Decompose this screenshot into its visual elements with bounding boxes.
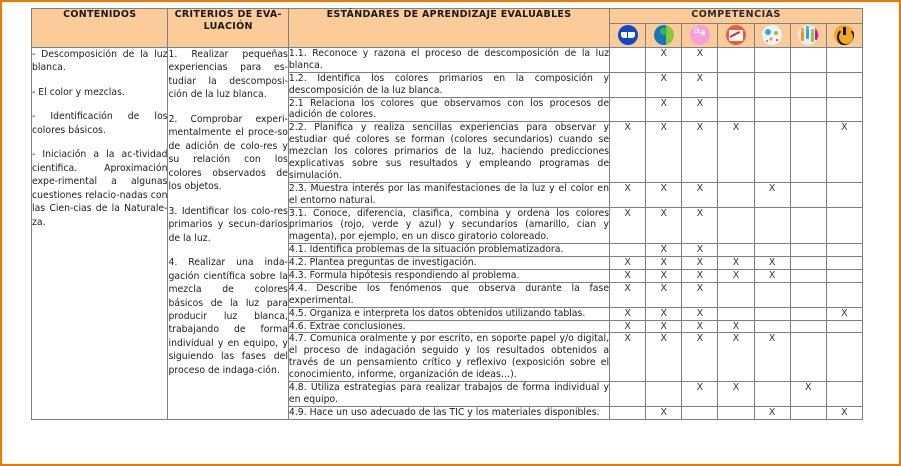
contenido-item: - Descomposición de la luz blanca. xyxy=(32,49,168,74)
contenido-item: - Identificación de los colores básicos. xyxy=(32,111,168,136)
competency-mark-x: X xyxy=(754,333,790,382)
competency-col-5 xyxy=(754,24,790,48)
cell-estandar: 4.9. Hace un uso adecuado de las TIC y los materiales disponibles. xyxy=(288,406,609,419)
contenido-item: - Iniciación a la ac-tividad cientifica. Aproximación expe-rimental a algunas cuestiones relacio-nadas con las Cien-cias de la Naturale-za. xyxy=(32,149,168,228)
header-estandares: ESTÁNDARES DE APRENDIZAJE EVALUABLES xyxy=(288,9,609,48)
competency-mark-cell xyxy=(826,48,862,73)
competency-mark-cell xyxy=(610,382,646,407)
competency-col-7 xyxy=(826,24,862,48)
competency-mark-cell xyxy=(826,97,862,122)
competency-mark-x: X xyxy=(754,406,790,419)
competency-mark-cell xyxy=(646,382,682,407)
competency-mark-cell xyxy=(754,282,790,307)
competency-mark-x: X xyxy=(718,320,754,333)
competency-mark-x: X xyxy=(646,122,682,182)
competency-mark-x: X xyxy=(646,72,682,97)
competency-mark-cell xyxy=(754,72,790,97)
cell-estandar: 1.1. Reconoce y razona el proceso de descomposición de la luz blanca. xyxy=(288,48,610,71)
cell-contenidos xyxy=(32,48,168,420)
competency-mark-x: X xyxy=(610,257,646,270)
cell-estandar: 1.2. Identifica los colores primarios en la composición y descomposición de la luz blanca. xyxy=(288,72,610,96)
competency-mark-x: X xyxy=(682,320,718,333)
competency-mark-x: X xyxy=(754,182,790,207)
criterio-item: 1. Realizar pequeñas experiencias para es-tudiar la descomposi-ción de la luz blanca. xyxy=(168,49,288,101)
competency-mark-x: X xyxy=(682,307,718,320)
competency-mark-x: X xyxy=(610,320,646,333)
competency-mark-x: X xyxy=(682,333,718,382)
criterio-item: 2. Comprobar experi-mentalmente el proce-so de adición de colo-res y su relación con los colores observados de los objetos. xyxy=(168,113,288,193)
competency-mark-x: X xyxy=(682,97,718,122)
competency-mark-cell xyxy=(826,270,862,283)
competency-mark-cell xyxy=(790,270,826,283)
competency-mark-x: X xyxy=(610,270,646,283)
competency-mark-x: X xyxy=(610,333,646,382)
competency-mark-cell xyxy=(826,182,862,207)
cell-estandar: 4.2. Plantea preguntas de investigación. xyxy=(288,257,609,270)
competency-mark-x: X xyxy=(646,48,682,73)
digital-aa-icon xyxy=(690,25,710,45)
competency-mark-x: X xyxy=(826,406,862,419)
cell-criterios xyxy=(168,48,288,420)
competency-mark-x: X xyxy=(610,182,646,207)
competency-mark-cell xyxy=(754,320,790,333)
competency-mark-cell xyxy=(790,48,826,73)
competency-mark-x: X xyxy=(610,122,646,182)
competency-mark-cell xyxy=(790,122,826,182)
competency-mark-cell xyxy=(790,257,826,270)
competency-mark-x: X xyxy=(682,207,718,244)
competency-mark-x: X xyxy=(610,307,646,320)
competency-mark-x: X xyxy=(718,333,754,382)
competency-mark-x: X xyxy=(682,182,718,207)
competency-mark-cell xyxy=(610,72,646,97)
cell-estandar: 4.7. Comunica oralmente y por escrito, en soporte papel y/o digital, el proceso de indagación seguido y los resultados obtenidos a través de un pensamiento crítico y reflexivo (exposición sobre el conocimiento, informe, organización de ideas…). xyxy=(288,333,610,381)
competency-mark-cell xyxy=(754,97,790,122)
competency-mark-cell xyxy=(826,382,862,407)
contenido-item: - El color y mezclas. xyxy=(32,86,125,98)
competency-mark-cell xyxy=(718,282,754,307)
competency-mark-x: X xyxy=(682,270,718,283)
competency-mark-x: X xyxy=(682,257,718,270)
chart-arrow-icon xyxy=(726,25,746,45)
competency-mark-cell xyxy=(790,244,826,257)
competency-mark-x: X xyxy=(610,207,646,244)
competency-mark-cell xyxy=(754,382,790,407)
competency-mark-x: X xyxy=(682,382,718,407)
competency-mark-cell xyxy=(790,182,826,207)
competency-mark-cell xyxy=(610,97,646,122)
competency-mark-cell xyxy=(610,406,646,419)
competency-mark-cell xyxy=(682,406,718,419)
competency-mark-cell xyxy=(790,333,826,382)
competency-mark-x: X xyxy=(682,72,718,97)
competency-mark-x: X xyxy=(646,282,682,307)
header-competencias: COMPETENCIAS xyxy=(610,9,863,24)
competency-mark-x: X xyxy=(646,207,682,244)
competency-mark-x: X xyxy=(646,406,682,419)
cell-estandar: 4.5. Organiza e interpreta los datos obtenidos utilizando tablas. xyxy=(288,307,609,320)
competency-mark-cell xyxy=(754,207,790,244)
competency-mark-cell xyxy=(610,244,646,257)
cell-estandar: 4.6. Extrae conclusiones. xyxy=(288,320,609,333)
competency-col-2 xyxy=(646,24,682,48)
cell-estandar: 3.1. Conoce, diferencia, clasifica, combina y ordena los colores primarios (rojo, verde y azul) y secundarios (amarillo, cian y magenta), por ejemplo, en un disco giratorio coloreado. xyxy=(288,207,610,243)
competency-mark-cell xyxy=(790,320,826,333)
competency-mark-cell xyxy=(790,307,826,320)
header-criterios: CRITERIOS DE EVA-LUACIÓN xyxy=(168,9,288,48)
competency-mark-cell xyxy=(826,257,862,270)
header-row-top xyxy=(32,9,863,24)
splash-icon xyxy=(762,25,782,45)
power-icon xyxy=(834,25,854,45)
competency-mark-cell xyxy=(754,122,790,182)
competency-mark-x: X xyxy=(826,307,862,320)
competency-mark-x: X xyxy=(790,382,826,407)
competency-mark-x: X xyxy=(718,270,754,283)
competency-col-4 xyxy=(718,24,754,48)
competency-mark-cell xyxy=(826,244,862,257)
competency-mark-cell xyxy=(718,244,754,257)
competency-mark-cell xyxy=(790,406,826,419)
curriculum-table-wrapper xyxy=(31,8,863,420)
cell-estandar: 4.3. Formula hipótesis respondiendo al problema. xyxy=(288,270,609,283)
people-icon xyxy=(798,25,818,45)
competency-mark-x: X xyxy=(718,122,754,182)
curriculum-table xyxy=(31,8,863,420)
cell-estandar: 2.1 Relaciona los colores que observamos con los procesos de adición de colores. xyxy=(288,97,610,121)
competency-mark-cell xyxy=(718,307,754,320)
competency-mark-cell xyxy=(826,320,862,333)
table-body xyxy=(32,48,863,420)
competency-mark-cell xyxy=(718,207,754,244)
cell-estandar: 2.3. Muestra interés por las manifestaciones de la luz y el color en el entorno natural. xyxy=(288,182,610,206)
competency-col-6 xyxy=(790,24,826,48)
competency-mark-x: X xyxy=(646,320,682,333)
competency-mark-cell xyxy=(718,406,754,419)
competency-col-3 xyxy=(682,24,718,48)
competency-mark-cell xyxy=(718,48,754,73)
competency-mark-x: X xyxy=(646,257,682,270)
header-contenidos: CONTENIDOS xyxy=(32,9,168,48)
competency-mark-x: X xyxy=(826,122,862,182)
competency-mark-x: X xyxy=(646,270,682,283)
competency-mark-cell xyxy=(826,72,862,97)
competency-mark-cell xyxy=(790,282,826,307)
table-row xyxy=(32,48,863,73)
competency-mark-cell xyxy=(790,72,826,97)
competency-mark-cell xyxy=(826,333,862,382)
competency-mark-cell xyxy=(826,282,862,307)
competency-mark-x: X xyxy=(682,244,718,257)
cell-estandar: 4.8. Utiliza estrategias para realizar trabajos de forma individual y en equipo. xyxy=(288,382,610,405)
competency-mark-x: X xyxy=(646,333,682,382)
competency-mark-cell xyxy=(718,182,754,207)
competency-mark-x: X xyxy=(718,382,754,407)
competency-mark-x: X xyxy=(682,282,718,307)
book-icon xyxy=(618,25,638,45)
competency-mark-x: X xyxy=(682,122,718,182)
competency-mark-x: X xyxy=(754,270,790,283)
cell-estandar: 4.4. Describe los fenómenos que observa durante la fase experimental. xyxy=(288,282,610,306)
competency-mark-cell xyxy=(790,207,826,244)
cell-estandar: 2.2. Planifica y realiza sencillas experiencias para observar y estudiar qué colores se forman (colores secundarios) cuando se mezclan los colores primarios de la luz, haciendo predicciones explicativas sobre sus resultados y empleando programas de simulación. xyxy=(288,122,610,181)
competency-mark-cell xyxy=(610,48,646,73)
competency-mark-cell xyxy=(790,97,826,122)
competency-mark-x: X xyxy=(754,257,790,270)
competency-mark-cell xyxy=(754,48,790,73)
competency-mark-x: X xyxy=(646,182,682,207)
cell-estandar: 4.1. Identifica problemas de la situación problematizadora. xyxy=(288,244,609,257)
competency-mark-x: X xyxy=(610,282,646,307)
criterio-item: 3. Identificar los colo-res primarios y secun-darios de la luz. xyxy=(168,205,288,244)
competency-mark-x: X xyxy=(682,48,718,73)
competency-mark-x: X xyxy=(718,257,754,270)
competency-col-1 xyxy=(610,24,646,48)
competency-mark-x: X xyxy=(646,97,682,122)
globe-puzzle-icon xyxy=(654,25,674,45)
competency-mark-x: X xyxy=(646,307,682,320)
competency-mark-x: X xyxy=(646,244,682,257)
table-header xyxy=(32,9,863,48)
competency-mark-cell xyxy=(754,244,790,257)
competency-mark-cell xyxy=(718,97,754,122)
competency-mark-cell xyxy=(826,207,862,244)
competency-mark-cell xyxy=(718,72,754,97)
criterio-item: 4. Realizar una inda-gación científica sobre la mezcla de colores básicos de la luz para producir luz blanca, trabajando de forma individual y en equipo, y siguiendo las fases del proceso de indaga-ción. xyxy=(168,257,288,376)
competency-mark-cell xyxy=(754,307,790,320)
